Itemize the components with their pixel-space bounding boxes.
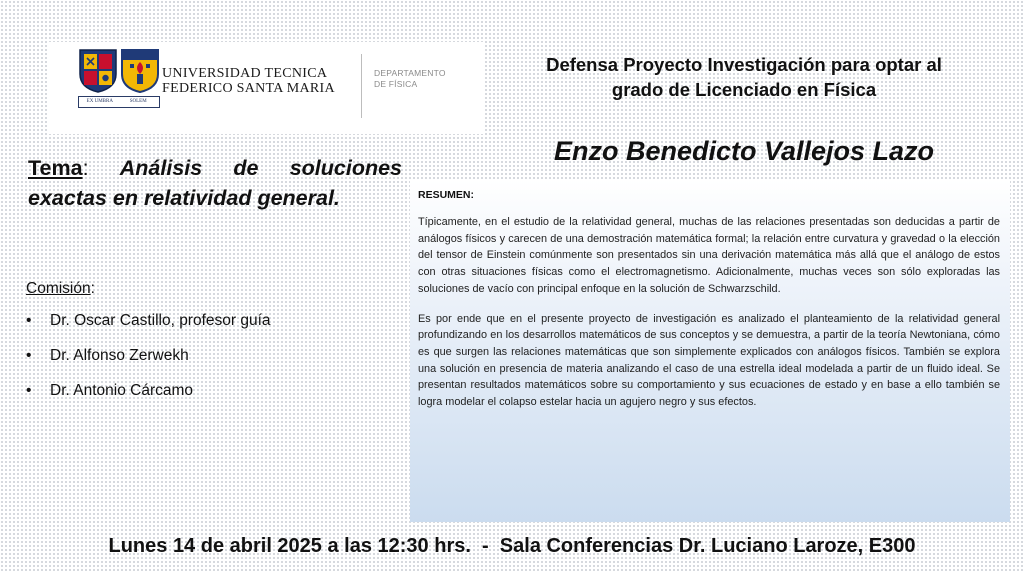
author-name: Enzo Benedicto Vallejos Lazo bbox=[553, 136, 935, 166]
abstract-paragraph: Es por ende que en el presente proyecto de investigación es analizado el planteamiento de la relatividad general profundizando en los desarrollos matemáticos de sus conceptos y se demuestra, a partir de la teoría Newtoniana, cómo es que surgen las relaciones matemáticas que son simplemente explicados con análogos físicos. También se explora una solución en presencia de materia analizando el caso de una estrella ideal modelada a partir de un fluido ideal. Se presentan resultados matemáticos sobre su comportamiento y sus ecuaciones de estado y en base a ello también se logra modelar el colapso estelar hacia un agujero negro y sus efectos. bbox=[418, 312, 1000, 409]
committee-member: • Dr. Antonio Cárcamo bbox=[26, 380, 271, 415]
abstract-box bbox=[410, 180, 1010, 522]
university-name: UNIVERSIDAD TECNICA FEDERICO SANTA MARIA bbox=[162, 66, 335, 96]
event-title: Defensa Proyecto Investigación para optar al grado de Licenciado en Física bbox=[546, 54, 942, 100]
university-logo bbox=[48, 42, 484, 134]
coat-of-arms-icon bbox=[78, 48, 118, 94]
motto-ribbon: EX UMBRA SOLEM bbox=[78, 96, 160, 108]
abstract-heading: RESUMEN: bbox=[418, 189, 475, 201]
committee-member: • Dr. Alfonso Zerwekh bbox=[26, 345, 271, 380]
bullet-icon: • bbox=[26, 382, 32, 399]
topic-text: Análisis de soluciones exactas en relatividad general. bbox=[28, 156, 402, 210]
event-date-location: Lunes 14 de abril 2025 a las 12:30 hrs. - Sala Conferencias Dr. Luciano Laroze, E300 bbox=[108, 535, 916, 557]
abstract-paragraph: Típicamente, en el estudio de la relatividad general, muchas de las relaciones presentadas son deducidas a partir de análogos físicos y carecen de una demostración matemática formal; la relación entre curvatura y gravedad o la elección del tensor de Einstein comúnmente son presentados sin una derivación matemática más allá que el análogo de estos con otras situaciones físicas como el electromagnetismo. Adicionalmente, muchas veces son sólo exploradas las soluciones de vacío con principal enfoque en la solución de Schwarzschild. bbox=[418, 216, 1000, 295]
bullet-icon: • bbox=[26, 312, 32, 329]
thesis-topic: Tema: Análisis de soluciones exactas en relatividad general. bbox=[28, 156, 402, 210]
committee-heading: Comisión: bbox=[26, 280, 95, 297]
committee-member: • Dr. Oscar Castillo, profesor guía bbox=[26, 310, 271, 345]
torch-crest-icon bbox=[120, 48, 160, 94]
topic-label: Tema bbox=[28, 156, 83, 180]
committee-list bbox=[26, 310, 271, 415]
logo-divider bbox=[361, 54, 362, 118]
department-name: DEPARTAMENTO DE FÍSICA bbox=[374, 68, 446, 89]
bullet-icon: • bbox=[26, 347, 32, 364]
